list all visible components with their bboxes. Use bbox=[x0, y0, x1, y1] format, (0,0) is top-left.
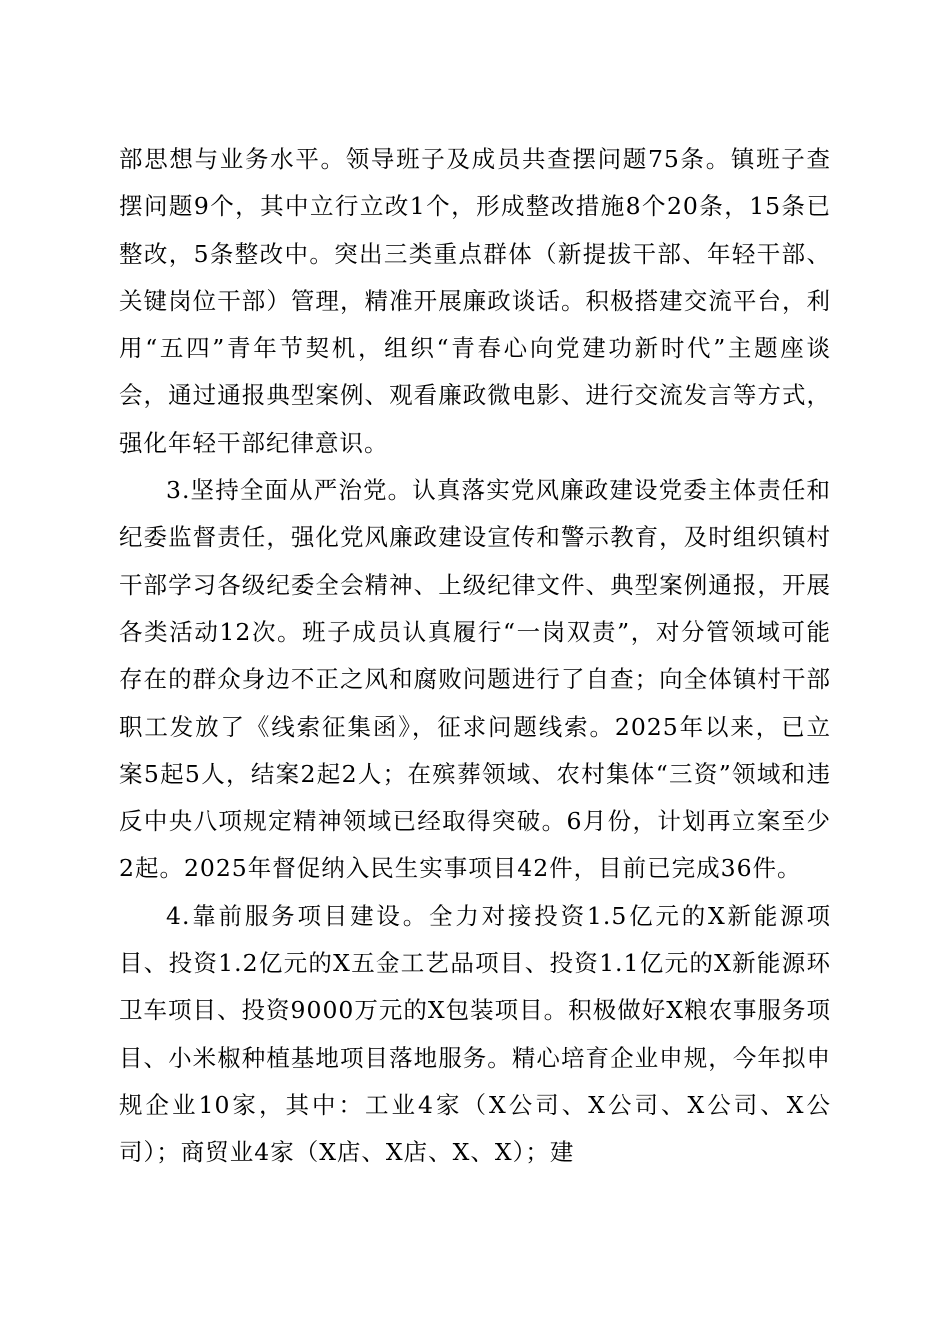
paragraph-4-project-service: 4.靠前服务项目建设。全力对接投资1.5亿元的X新能源项目、投资1.2亿元的X五金工艺品项目、投资1.1亿元的X新能源环卫车项目、投资9000万元的X包装项目。积极做好X粮农事服务项目、小米椒种植基地项目落地服务。精心培育企业申规，今年拟申规企业10家，其中：工业4家（X公司、X公司、X公司、X公司）；商贸业4家（X店、X店、X、X）；建 bbox=[119, 901, 831, 1167]
paragraph-3-party-discipline: 3.坚持全面从严治党。认真落实党风廉政建设党委主体责任和纪委监督责任，强化党风廉政建设宣传和警示教育，及时组织镇村干部学习各级纪委全会精神、上级纪律文件、典型案例通报，开展各类活动12次。班子成员认真履行“一岗双责”，对分管领域可能存在的群众身边不正之风和腐败问题进行了自查；向全体镇村干部职工发放了《线索征集函》，征求问题线索。2025年以来，已立案5起5人，结案2起2人；在殡葬领域、农村集体“三资”领域和违反中央八项规定精神领域已经取得突破。6月份，计划再立案至少2起。2025年督促纳入民生实事项目42件，目前已完成36件。 bbox=[119, 476, 831, 883]
paragraph-continuation: 部思想与业务水平。领导班子及成员共查摆问题75条。镇班子查摆问题9个，其中立行立改1个，形成整改措施8个20条，15条已整改，5条整改中。突出三类重点群体（新提拔干部、年轻干部、关键岗位干部）管理，精准开展廉政谈话。积极搭建交流平台，利用“五四”青年节契机，组织“青春心向党建功新时代”主题座谈会，通过通报典型案例、观看廉政微电影、进行交流发言等方式，强化年轻干部纪律意识。 bbox=[119, 145, 831, 457]
document-body bbox=[119, 136, 831, 1177]
